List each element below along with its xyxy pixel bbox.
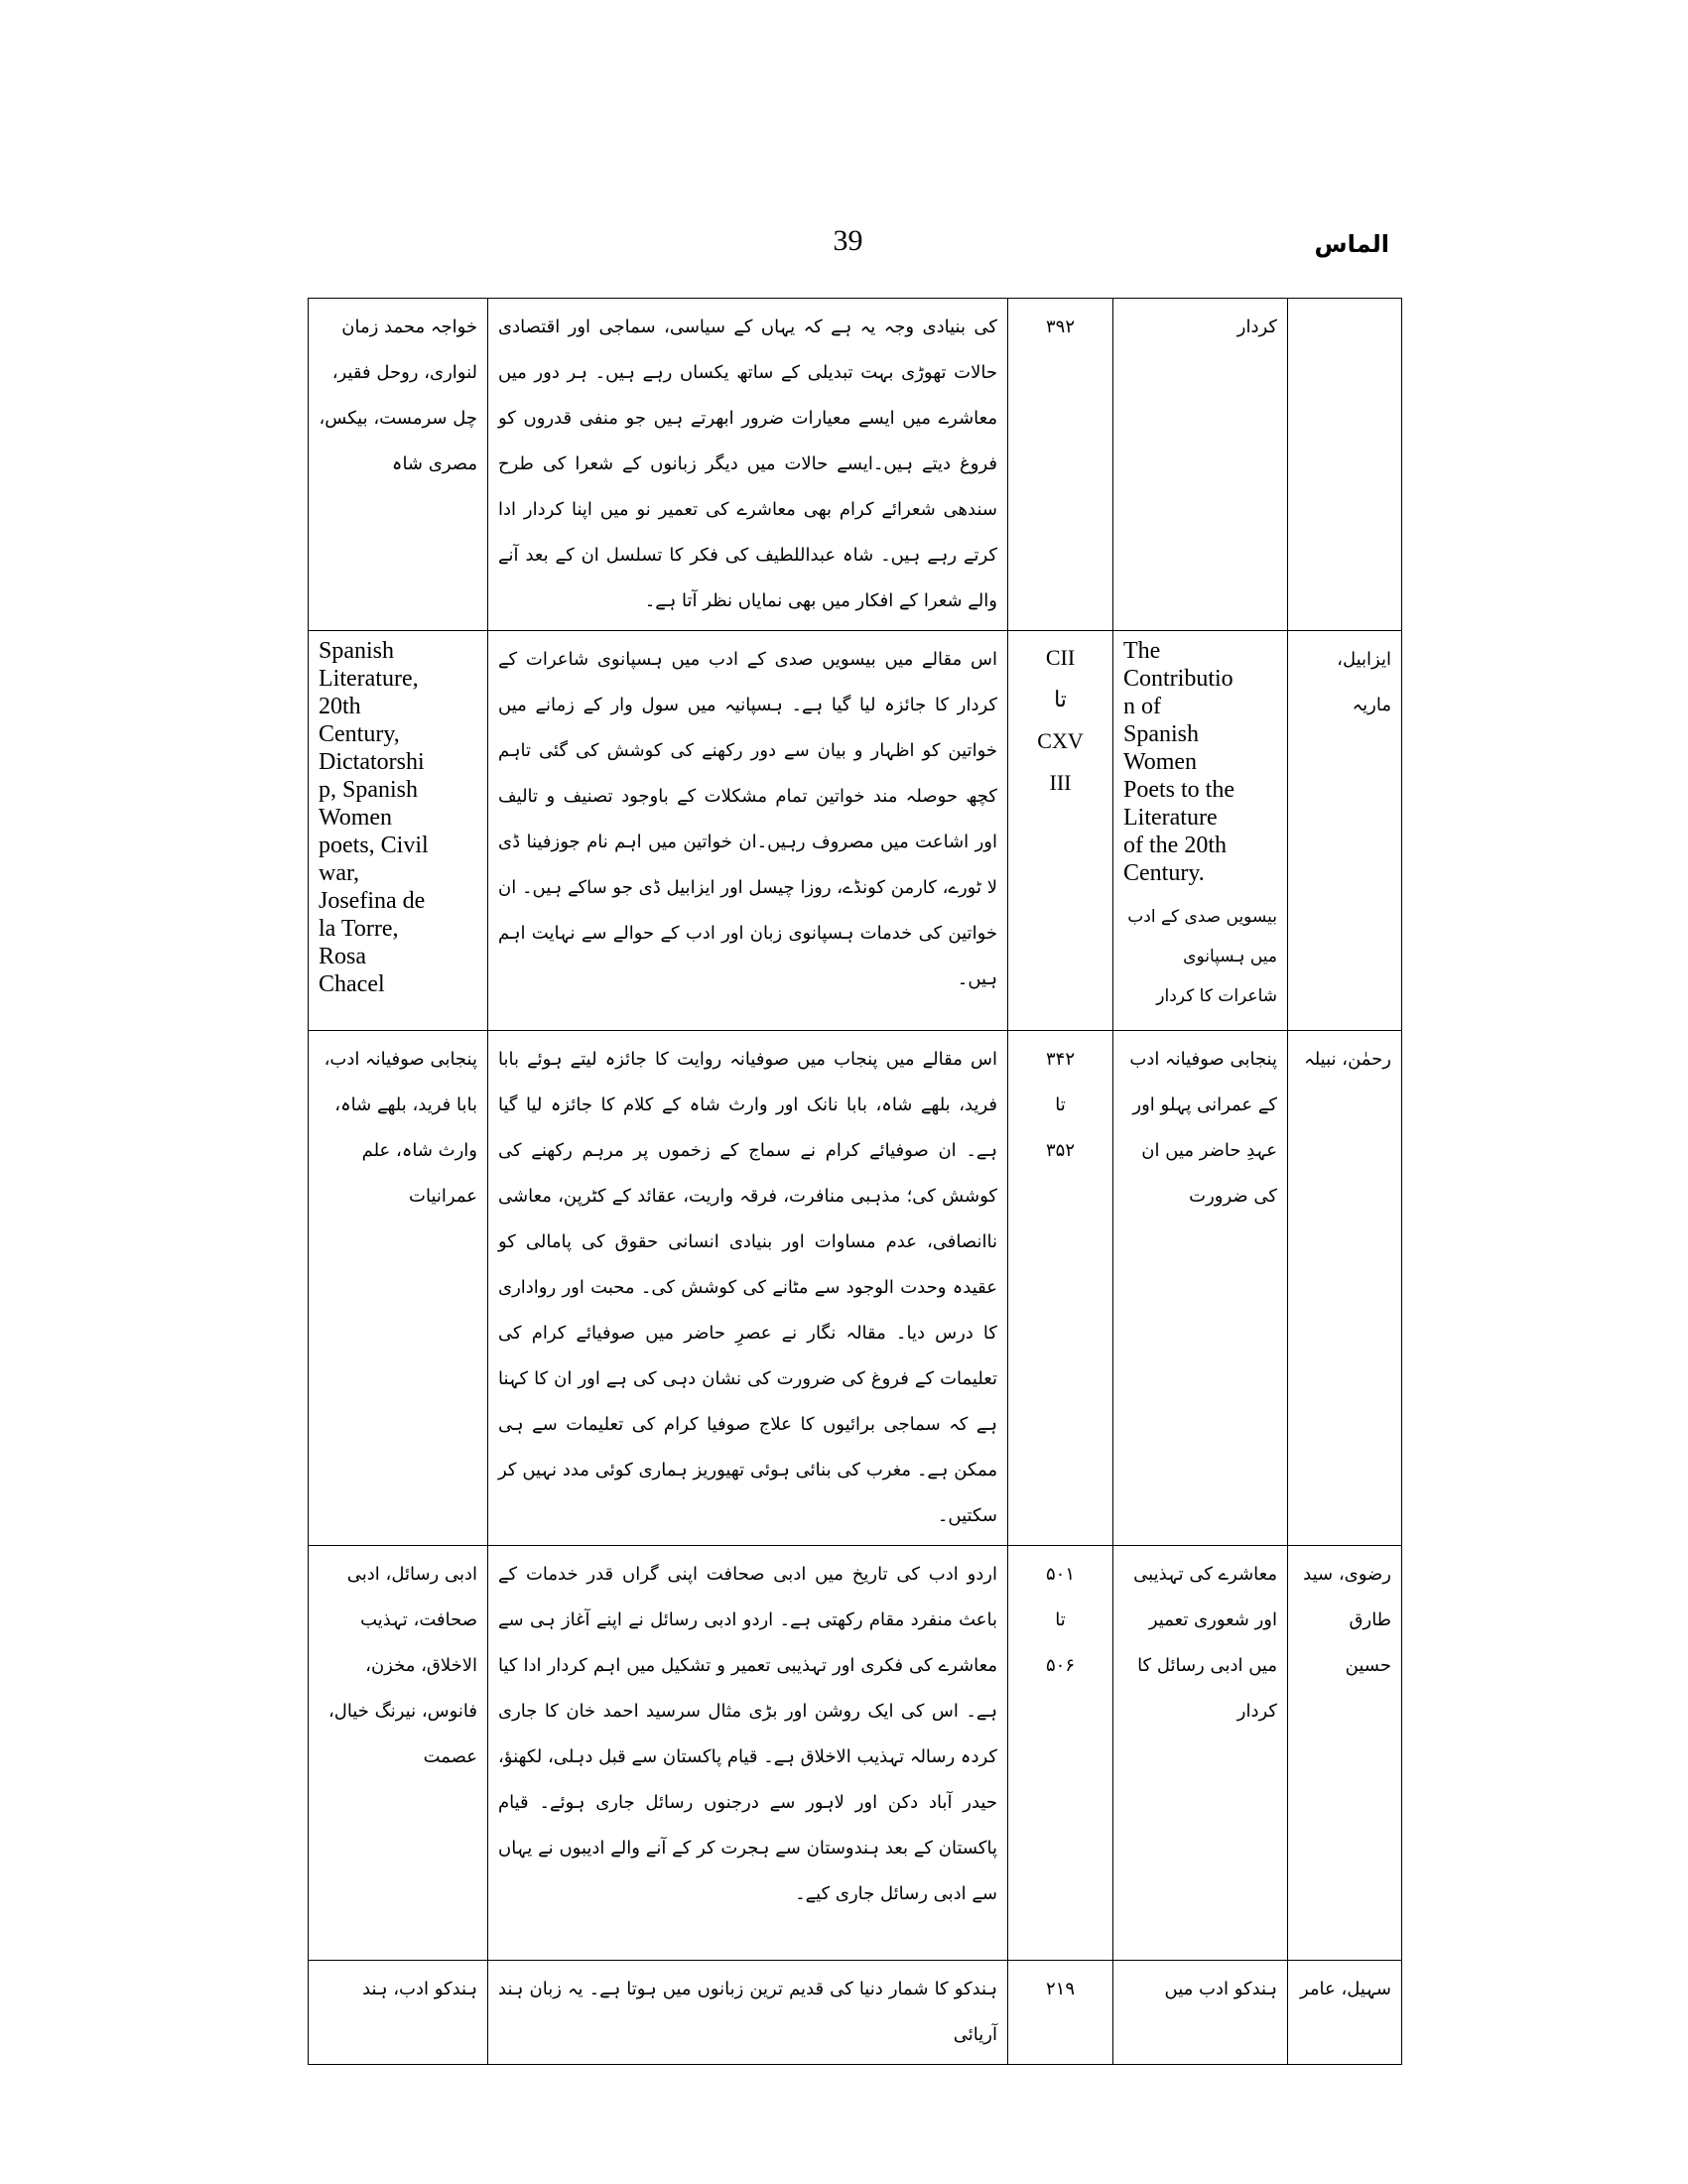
keywords-cell: ادبی رسائل، ادبی صحافت، تہذیب الاخلاق، مخزن، فانوس، نیرنگ خیال، عصمت <box>309 1546 488 1961</box>
title-cell: پنجابی صوفیانہ ادب کے عمرانی پہلو اور عہدِ حاضر میں ان کی ضرورت <box>1113 1031 1288 1546</box>
page-number: 39 <box>833 224 863 257</box>
abstract-cell: ہندکو کا شمار دنیا کی قدیم ترین زبانوں میں ہوتا ہے۔ یہ زبان ہند آریائی <box>488 1961 1008 2065</box>
table-row <box>309 1961 1402 2065</box>
table-row <box>309 299 1402 631</box>
table-row <box>309 631 1402 1031</box>
author-cell: سہیل، عامر <box>1288 1961 1402 2065</box>
pages-cell: ۲۱۹ <box>1008 1961 1113 2065</box>
title-cell: معاشرے کی تہذیبی اور شعوری تعمیر میں ادبی رسائل کا کردار <box>1113 1546 1288 1961</box>
abstract-cell: اس مقالے میں بیسویں صدی کے ادب میں ہسپانوی شاعرات کے کردار کا جائزہ لیا گیا ہے۔ ہسپانیہ میں سول وار کے زمانے میں خواتین کو اظہار و بیان سے دور رکھنے کی کوشش کی گئی تاہم کچھ حوصلہ مند خواتین تمام مشکلات کے باوجود تصنیف و تالیف اور اشاعت میں مصروف رہیں۔ان خواتین میں اہم نام جوزفینا ڈی لا ٹورے، کارمن کونڈے، روزا چیسل اور ایزابیل ڈی جو ساکے ہیں۔ ان خواتین کی خدمات ہسپانوی زبان اور ادب کے حوالے سے نہایت اہم ہیں۔ <box>488 631 1008 1031</box>
index-table <box>308 298 1402 2065</box>
title-cell: کردار <box>1113 299 1288 631</box>
keywords-cell: خواجہ محمد زمان لنواری، روحل فقیر، چل سرمست، بیکس، مصری شاہ <box>309 299 488 631</box>
abstract-cell: اردو ادب کی تاریخ میں ادبی صحافت اپنی گراں قدر خدمات کے باعث منفرد مقام رکھتی ہے۔ اردو ادبی رسائل نے اپنے آغاز ہی سے معاشرے کی فکری اور تہذیبی تعمیر و تشکیل میں اہم کردار ادا کیا ہے۔ اس کی ایک روشن اور بڑی مثال سرسید احمد خان کا جاری کردہ رسالہ تہذیب الاخلاق ہے۔ قیام پاکستان سے قبل دہلی، لکھنؤ، حیدر آباد دکن اور لاہور سے درجنوں رسائل جاری ہوئے۔ قیام پاکستان کے بعد ہندوستان سے ہجرت کر کے آنے والے ادیبوں نے یہاں سے ادبی رسائل جاری کیے۔ <box>488 1546 1008 1961</box>
page-header <box>307 224 1389 270</box>
pages-cell: ۳۴۲ تا ۳۵۲ <box>1008 1031 1113 1546</box>
keywords-cell: Spanish Literature, 20th Century, Dictatorshi p, Spanish Women poets, Civil war, Josefina de la Torre, Rosa Chacel <box>309 631 488 1031</box>
author-cell <box>1288 299 1402 631</box>
title-english: The Contributio n of Spanish Women Poets to the Literature of the 20th Century. <box>1123 638 1234 886</box>
author-cell: ایزابیل، ماریہ <box>1288 631 1402 1031</box>
journal-name: الماس <box>1314 230 1389 258</box>
author-cell: رحمٰن، نبیلہ <box>1288 1031 1402 1546</box>
keywords-cell: پنجابی صوفیانہ ادب، بابا فرید، بلھے شاہ، وارث شاہ، علم عمرانیات <box>309 1031 488 1546</box>
author-cell: رضوی، سید طارق حسین <box>1288 1546 1402 1961</box>
pages-cell: ۵۰۱ تا ۵۰۶ <box>1008 1546 1113 1961</box>
title-urdu: بیسویں صدی کے ادب میں ہسپانوی شاعرات کا کردار <box>1127 907 1277 1006</box>
keywords-cell: ہندکو ادب، ہند <box>309 1961 488 2065</box>
table-row <box>309 1546 1402 1961</box>
title-cell: ہندکو ادب میں <box>1113 1961 1288 2065</box>
abstract-cell: کی بنیادی وجہ یہ ہے کہ یہاں کے سیاسی، سماجی اور اقتصادی حالات تھوڑی بہت تبدیلی کے ساتھ یکساں رہے ہیں۔ ہر دور میں معاشرے میں ایسے معیارات ضرور ابھرتے ہیں جو منفی قدروں کو فروغ دیتے ہیں۔ایسے حالات میں دیگر زبانوں کے شعرا کی طرح سندھی شعرائے کرام بھی معاشرے کی تعمیر نو میں اپنا کردار ادا کرتے رہے ہیں۔ شاہ عبداللطیف کی فکر کا تسلسل ان کے بعد آنے والے شعرا کے افکار میں بھی نمایاں نظر آتا ہے۔ <box>488 299 1008 631</box>
pages-cell: CII تا CXV III <box>1008 631 1113 1031</box>
table-row <box>309 1031 1402 1546</box>
pages-cell: ۳۹۲ <box>1008 299 1113 631</box>
title-cell <box>1113 631 1288 1031</box>
abstract-cell: اس مقالے میں پنجاب میں صوفیانہ روایت کا جائزہ لیتے ہوئے بابا فرید، بلھے شاہ، بابا نانک اور وارث شاہ کے کلام کا جائزہ لیا گیا ہے۔ ان صوفیائے کرام نے سماج کے زخموں پر مرہم رکھنے کی کوشش کی؛ مذہبی منافرت، فرقہ واریت، عقائد کے کٹرپن، معاشی ناانصافی، عدم مساوات اور بنیادی انسانی حقوق کی پامالی کو عقیدہ وحدت الوجود سے مٹانے کی کوشش کی۔ محبت اور رواداری کا درس دیا۔ مقالہ نگار نے عصرِ حاضر میں صوفیائے کرام کی تعلیمات کے فروغ کی ضرورت کی نشان دہی کی ہے اور ان کا کہنا ہے کہ سماجی برائیوں کا علاج صوفیا کرام کی تعلیمات سے ہی ممکن ہے۔ مغرب کی بنائی ہوئی تھیوریز ہماری کوئی مدد نہیں کر سکتیں۔ <box>488 1031 1008 1546</box>
